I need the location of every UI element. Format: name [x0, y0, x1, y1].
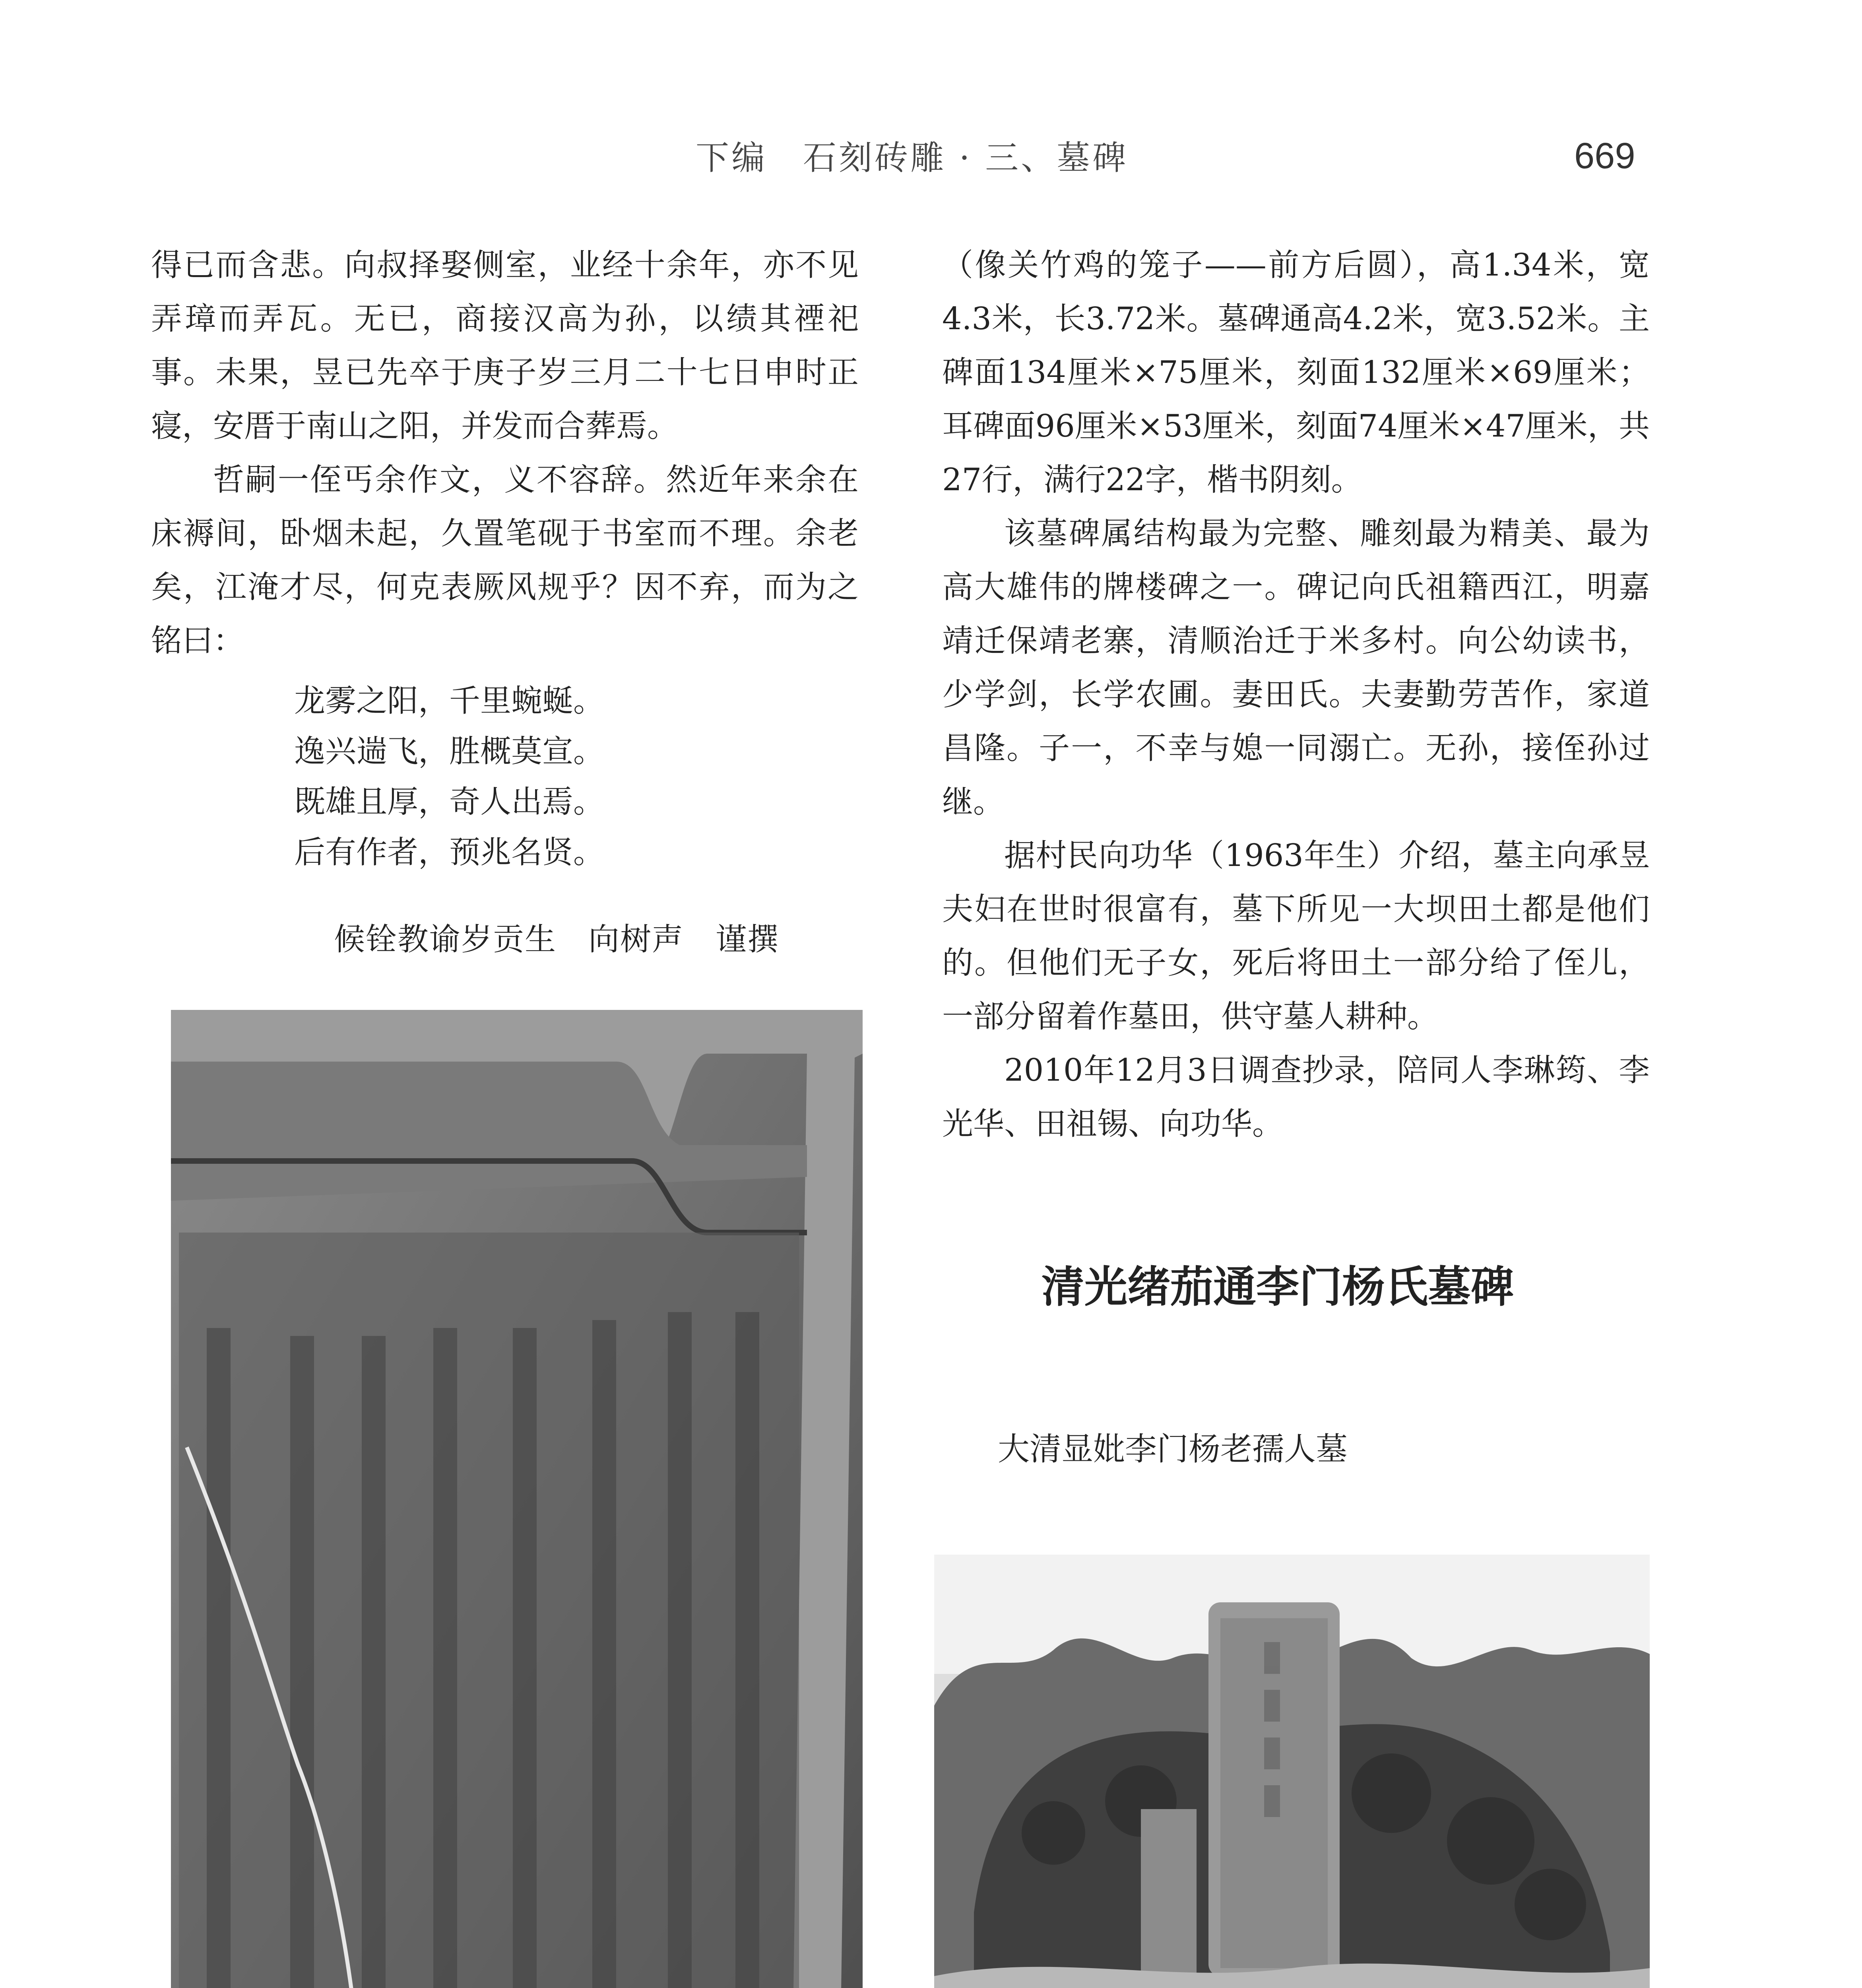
tomb-heading: 大清显妣李门杨老孺人墓	[998, 1431, 1348, 1468]
author-signature: 候铨教谕岁贡生 向树声 谨撰	[334, 922, 780, 957]
tomb-photo-image	[934, 1555, 1650, 1988]
section-title: 清光绪茄通李门杨氏墓碑	[1042, 1262, 1514, 1312]
page-number: 669	[1574, 136, 1635, 176]
running-header: 下编 石刻砖雕 · 三、墓碑	[696, 138, 1129, 177]
right-para-1: （像关竹鸡的笼子——前方后圆），高1.34米，宽4.3米，长3.72米。墓碑通高4.2米，宽3.52米。主碑面134厘米×75厘米，刻面132厘米×69厘米；耳碑面96厘米×53厘米，刻面74厘米×47厘米，共27行，满行22字，楷书阴刻。	[942, 247, 1650, 498]
epitaph-poem	[294, 676, 604, 878]
epitaph-stone-photo	[171, 1010, 863, 1988]
epitaph-stone-image	[171, 1010, 863, 1988]
left-para-1: 得已而含悲。向叔择娶侧室，业经十余年，亦不见弄璋而弄瓦。无已，商接汉高为孙，以绩其禋祀事。未果，昱已先卒于庚子岁三月二十七日申时正寝，安厝于南山之阳，并发而合葬焉。	[151, 247, 859, 444]
poem-line: 既雄且厚，奇人出焉。	[294, 784, 605, 820]
poem-line: 后有作者，预兆名贤。	[294, 835, 605, 870]
right-para-4: 2010年12月3日调查抄录，陪同人李琳筠、李光华、田祖锡、向功华。	[942, 1052, 1650, 1142]
right-para-2: 该墓碑属结构最为完整、雕刻最为精美、最为高大雄伟的牌楼碑之一。碑记向氏祖籍西江，明嘉靖迁保靖老寨，清顺治迁于米多村。向公幼读书，少学剑，长学农圃。妻田氏。夫妻勤劳苦作，家道昌隆。子一，不幸与媳一同溺亡。无孙，接侄孙过继。	[942, 516, 1650, 820]
tomb-photo	[934, 1555, 1650, 1988]
left-para-2: 哲嗣一侄丐余作文，义不容辞。然近年来余在床褥间，卧烟未起，久置笔砚于书室而不理。余老矣，江淹才尽，何克表厥风规乎？因不弃，而为之铭曰：	[151, 462, 859, 659]
left-column-top	[151, 239, 859, 668]
right-column-top	[942, 239, 1650, 1151]
poem-line: 龙雾之阳，千里蜿蜒。	[294, 683, 605, 719]
right-para-3: 据村民向功华（1963年生）介绍，墓主向承昱夫妇在世时很富有，墓下所见一大坝田土都是他们的。但他们无子女，死后将田土一部分给了侄儿，一部分留着作墓田，供守墓人耕种。	[942, 838, 1650, 1035]
poem-line: 逸兴遄飞，胜概莫宣。	[294, 734, 605, 769]
